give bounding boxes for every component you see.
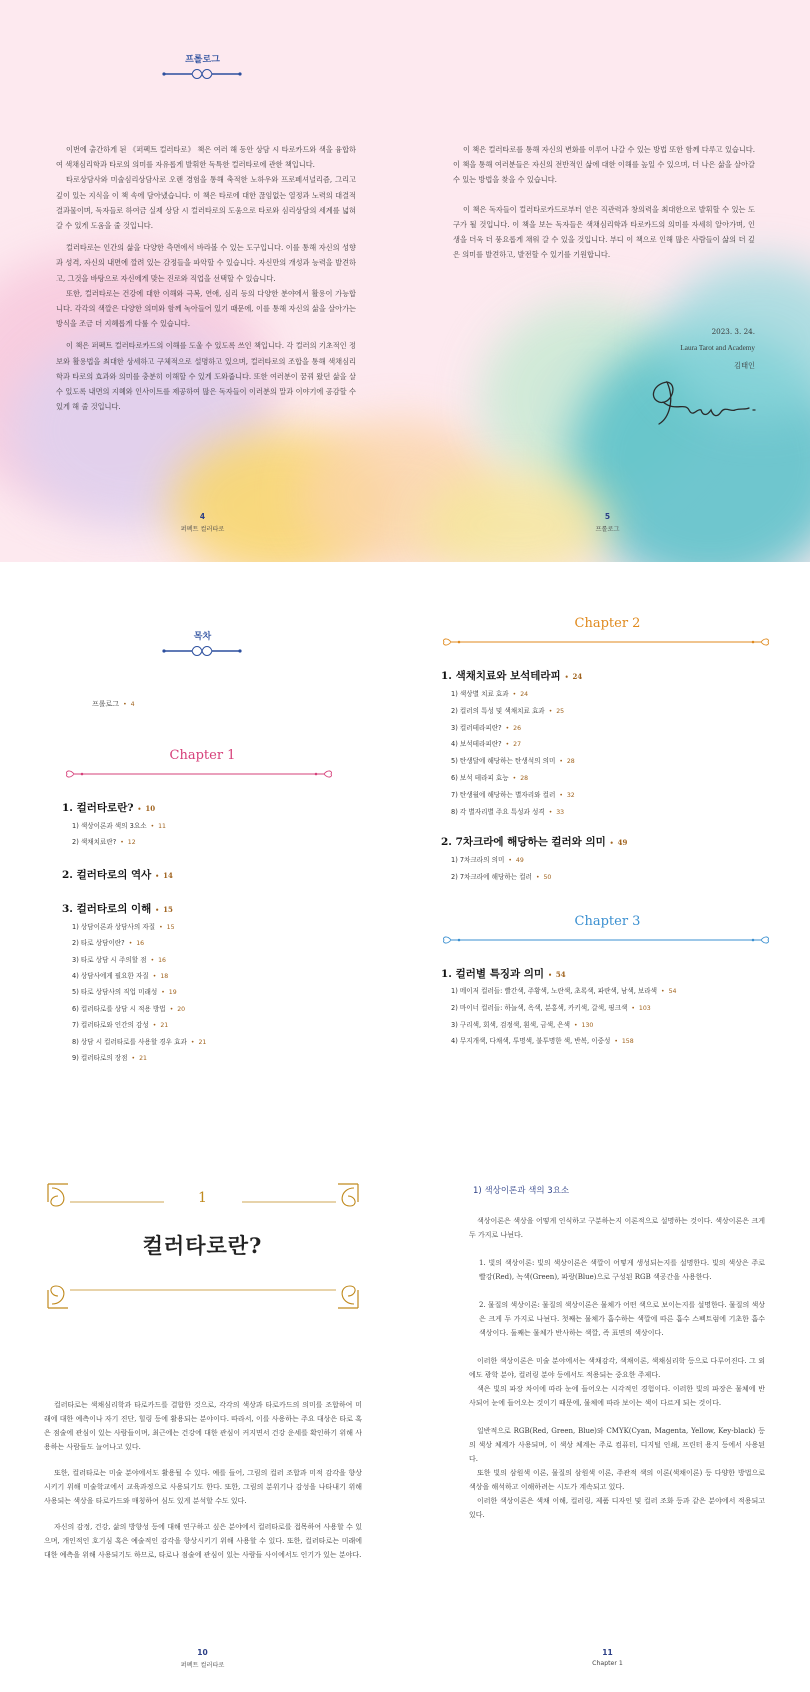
toc-page: 4 <box>130 701 135 708</box>
paragraph: 색은 빛의 파장 차이에 따라 눈에 들어오는 시각적인 경험이다. 이러한 빛의 파장은 물체에 반사되어 눈에 들어오는 것이기 때문에, 물체에 따라 보이는 색이 다르게 되는 것이다. <box>469 1385 765 1407</box>
paragraph: 또한 빛의 삼원색 이론, 물질의 삼원색 이론, 주관적 색의 이론(색채이론) 등 다양한 방법으로 색상을 해석하고 이해하려는 시도가 계속되고 있다. <box>469 1469 765 1491</box>
prologue-signoff <box>555 323 755 374</box>
toc-item-link[interactable] <box>72 820 166 830</box>
toc-page: 19 <box>168 989 177 997</box>
toc-item-label: 9) 컬러타로의 장점 <box>72 1054 128 1062</box>
chapter3-title: Chapter 3 <box>574 914 641 929</box>
toc-item-label: 2) 마이너 컬러들: 하늘색, 옥색, 분홍색, 카키색, 갈색, 핑크색 <box>451 1003 628 1012</box>
toc-page: 21 <box>198 1038 207 1046</box>
page-number: 10 <box>197 1648 208 1657</box>
running-footer: Chapter 1 <box>592 1660 623 1667</box>
section-heading: 1) 색상이론과 색의 3요소 <box>473 1186 570 1196</box>
toc-item-link[interactable] <box>451 705 564 715</box>
toc-item-label: 1) 메이저 컬러들: 빨간색, 주황색, 노란색, 초록색, 파란색, 남색, 보라색 <box>451 987 658 995</box>
toc-dot: • <box>161 989 165 997</box>
author-name: 김태인 <box>734 361 755 370</box>
toc-dot: • <box>169 1005 174 1013</box>
toc-dot: • <box>512 691 517 698</box>
paragraph: 또한, 컬러타로는 건강에 대한 이해와 극복, 연애, 심리 등의 다양한 분야에서 활용이 가능합니다. 각각의 색깔은 다양한 의미와 함께 녹아들어 있기 때문에, 이를 통해 자신의 삶을 살아가는 방식을 조금 더 지혜롭게 다룰 수 있습니다. <box>56 288 356 329</box>
toc-item-label: 1) 상담이론과 상담사의 자질 <box>72 922 156 931</box>
toc-page: 130 <box>581 1021 594 1029</box>
toc-item-label: 2) 타로 상담이란? <box>72 939 125 948</box>
toc-item-link[interactable] <box>451 722 521 732</box>
toc-dot: • <box>548 808 553 816</box>
running-footer: 프롤로그 <box>595 526 620 533</box>
toc-dot: • <box>152 1022 157 1030</box>
toc-section-label: 1. 컬러타로란? <box>62 802 134 814</box>
page-folio <box>405 512 810 533</box>
chapter1-divider <box>64 768 334 780</box>
toc-section-link[interactable] <box>441 966 566 981</box>
toc-dot: • <box>137 806 142 813</box>
toc-page: 50 <box>543 874 552 882</box>
toc-dot: • <box>548 972 552 979</box>
chapter1-title: Chapter 1 <box>169 748 236 763</box>
toc-page: 14 <box>163 870 173 880</box>
toc-page: 24 <box>572 672 583 681</box>
toc-item-label: 5) 탄생달에 해당하는 탄생석의 의미 <box>451 757 556 766</box>
chapter2-divider <box>441 636 771 648</box>
paragraph: 컬러타로는 인간의 삶을 다양한 측면에서 바라볼 수 있는 도구입니다. 이를 통해 자신의 성향과 성격, 자신의 내면에 깔려 있는 감정들을 파악할 수 있습니다. 자신만의 개성과 능력을 발견하고, 그것을 바탕으로 자신에게 맞는 진로와 직업을 선택할 수 있습니다. <box>56 243 356 283</box>
page-number: 11 <box>602 1648 613 1657</box>
toc-item-link[interactable] <box>451 738 521 748</box>
toc-dot: • <box>661 988 665 995</box>
chapter2-title: Chapter 2 <box>574 616 641 631</box>
toc-item-label: 1) 색상별 치료 효과 <box>451 690 509 698</box>
toc-item-label: 4) 무지개색, 다채색, 투명색, 불투명한 색, 반복, 이중성 <box>451 1037 611 1046</box>
toc-item-link[interactable] <box>451 854 524 864</box>
paragraph: 이 책은 컬러타로를 통해 자신의 변화를 이루어 나갈 수 있는 방법 또한 함께 다루고 있습니다. 이 책을 통해 여러분들은 자신의 전반적인 삶에 대한 이해를 높일 수 있으며, 더 나은 삶을 살아갈 수 있는 방법을 찾을 수 있습니다. <box>453 145 755 185</box>
toc-page: 28 <box>566 758 575 766</box>
toc-dot: • <box>609 840 614 848</box>
toc-item-label: 2) 7차크라에 해당하는 컬러 <box>451 873 532 882</box>
toc-item-link[interactable] <box>72 970 168 980</box>
page-number: 4 <box>199 512 206 521</box>
chapter3-divider <box>441 934 771 946</box>
toc-item-link[interactable] <box>72 986 177 996</box>
toc-item-link[interactable] <box>451 806 564 816</box>
toc-page: 25 <box>556 707 565 715</box>
toc-dot: • <box>155 906 160 914</box>
paragraph: 이 책은 퍼펙트 컬러타로카드의 이해를 도울 수 있도록 쓰인 책입니다. 각 컬러의 기초적인 정보와 활용법을 최대한 상세하고 구체적으로 설명하고 있으며, 컬러타로의 조합을 통해 색채심리학과 타로의 효과와 의미를 충분히 이해할 수 있게 도와줍니다. 또한 여러분이 꿈꿔 왔던 삶을 살 수 있도록 내면의 지혜와 인사이트를 제공하여 많은 독자들이 이러분의 말과 이야기에 공감할 수 있게 해 줄 것입니다. <box>56 341 356 412</box>
page-number: 5 <box>604 512 611 521</box>
chapter-number: 1 <box>198 1190 207 1206</box>
toc-section-link[interactable] <box>62 800 155 815</box>
toc-page: 27 <box>513 741 522 749</box>
toc-dot: • <box>190 1038 195 1046</box>
toc-item-label: 6) 컬러타로를 상담 시 적용 방법 <box>72 1004 166 1013</box>
toc-dot: • <box>512 775 517 782</box>
toc-page: 20 <box>177 1005 186 1013</box>
toc-item-link[interactable] <box>72 954 166 964</box>
toc-dot: • <box>155 872 160 880</box>
toc-page: 158 <box>621 1038 634 1046</box>
toc-dot: • <box>131 1055 136 1062</box>
paragraph: 이 책은 독자들이 컬러타로카드로부터 얻은 직관력과 창의력을 최대한으로 발휘할 수 있는 도구가 될 것입니다. 이 책을 보는 독자들은 색채심리학과 타로카드의 의미를 자세히 알아가며, 인생을 더욱 더 풍요롭게 채워 갈 수 있을 것입니다. 부디 이 책으로 인해 많은 사람들이 삶의 더 깊은 의미를 발견하고, 발전할 수 있기를 기원합니다. <box>453 204 755 260</box>
toc-item-label: 7) 컬러타로와 인간의 감성 <box>72 1021 149 1030</box>
toc-left-page <box>0 562 405 1102</box>
toc-section-label: 2. 7차크라에 해당하는 컬러와 의미 <box>441 836 606 849</box>
toc-dot: • <box>120 839 124 847</box>
toc-item-label: 1) 색상이론과 색의 3요소 <box>72 822 147 830</box>
toc-item-label: 3) 구리색, 회색, 검정색, 흰색, 금색, 은색 <box>451 1020 570 1029</box>
toc-page: 103 <box>638 1004 651 1012</box>
toc-dot: • <box>159 923 163 931</box>
toc-section-link[interactable] <box>441 834 627 849</box>
toc-item-label: 1) 7차크라의 의미 <box>451 856 505 865</box>
toc-section-link[interactable] <box>62 901 173 916</box>
toc-item-label: 2) 색채치료란? <box>72 838 117 847</box>
toc-item-label: 8) 각 별자리별 주요 특성과 성격 <box>451 807 545 816</box>
toc-page: 15 <box>163 904 173 914</box>
toc-page: 21 <box>160 1022 169 1030</box>
paragraph: 컬러타로는 색채심리학과 타로카드를 결합한 것으로, 각각의 색상과 타로카드의 의미를 조합하여 미래에 대한 예측이나 자기 진단, 힐링 등에 활용되는 분야이다. 따라서, 이를 사용하는 주요 대상은 타로 혹은 점술에 관심이 있는 사람들이며, 최근에는 건강에 대한 관심이 커지면서 건강 운세를 확인하기 위해 사용하는 사람들도 늘어나고 있다. <box>44 1401 362 1451</box>
ornament-frame-bottom <box>46 1270 360 1310</box>
toc-item-link[interactable] <box>72 836 136 846</box>
toc-dot: • <box>150 823 155 830</box>
page-folio <box>405 1648 810 1667</box>
toc-dot: • <box>128 940 133 948</box>
toc-title: 목차 <box>193 632 212 642</box>
paragraph: 자신의 감정, 건강, 삶의 방향성 등에 대해 연구하고 싶은 분야에서 컬러타로를 접목하여 사용할 수 있으며, 개인적인 호기심 혹은 예술적인 감각을 향상시키기 위해 사용할 수 있다. 또한, 컬러타로는 미래에 대한 예측을 위해 사용되기도 하므로, 타로나 점술에 관심이 있는 사람들 사이에서도 인기가 있는 분야다. <box>44 1523 362 1559</box>
toc-dot: • <box>150 956 155 964</box>
toc-dot: • <box>559 791 563 799</box>
toc-page: 33 <box>556 808 565 816</box>
toc-item-link[interactable] <box>451 1019 593 1029</box>
toc-dot: • <box>152 973 157 980</box>
toc-dot: • <box>548 707 553 715</box>
prologue-right-page <box>405 0 810 562</box>
toc-page: 24 <box>520 691 529 698</box>
prologue-right-text <box>453 142 755 262</box>
toc-item-label: 3) 컬러테라피란? <box>451 723 502 732</box>
toc-page: 16 <box>136 940 145 948</box>
toc-prologue-link[interactable]: 프롤로그 • 4 <box>92 700 135 708</box>
numbered-item: 1. 빛의 색상이론: 빛의 색상이론은 색깔이 어떻게 생성되는지를 설명한다. 빛의 색상은 주로 빨강(Red), 녹색(Green), 파랑(Blue)으로 구성된 RGB 색공간을 사용한다. <box>479 1259 765 1281</box>
toc-page: 12 <box>127 839 136 847</box>
toc-dot: • <box>508 857 512 865</box>
section-body-text <box>469 1214 765 1522</box>
paragraph: 색상이론은 색상을 어떻게 인식하고 구분하는지 이론적으로 설명하는 것이다. 색상이론은 크게 두 가지로 나뉜다. <box>469 1217 765 1239</box>
toc-page: 54 <box>555 970 566 979</box>
toc-dot: • <box>631 1004 635 1012</box>
toc-item-link[interactable] <box>72 1019 168 1029</box>
toc-right-page <box>405 562 810 1102</box>
toc-section-label: 1. 색채치료와 보석테라피 <box>441 670 561 682</box>
paragraph: 이러한 색상이론은 색채 이해, 컬러링, 제품 디자인 및 컬러 조화 등과 같은 분야에서 적용되고 있다. <box>469 1497 765 1519</box>
toc-page: 21 <box>139 1055 147 1062</box>
chapter1-spread <box>0 1102 810 1692</box>
toc-page: 18 <box>160 973 169 980</box>
paragraph: 이러한 색상이론은 미술 분야에서는 색채감각, 색채이론, 색채심리학 등으로 다루어진다. 그 외에도 광학 분야, 컬러링 분야 등에서도 적용되는 중요한 주제다. <box>469 1357 765 1379</box>
toc-item-label: 8) 상담 시 컬러타로를 사용할 경우 효과 <box>72 1037 187 1046</box>
toc-page: 49 <box>617 838 628 848</box>
section-page <box>405 1102 810 1692</box>
running-footer: 퍼펙트 컬러타로 <box>180 526 225 533</box>
toc-section-link[interactable] <box>441 668 582 683</box>
toc-item-link[interactable] <box>451 755 575 765</box>
paragraph: 타로상담사와 미술심리상담사로 오랜 경험을 통해 축적한 노하우와 프로페셔널리즘, 그리고 깊이 있는 지식을 이 책 속에 담아냈습니다. 이 책은 타로에 대한 끊임없는 열정과 노력의 대결적 결과물이며, 독자들로 하여금 실제 상담 시 컬러타로의 도움으로 타로와 심리상담의 세계를 넓혀 갈 수 있게 도움을 줄 것입니다. <box>56 175 356 231</box>
toc-section-label: 3. 컬러타로의 이해 <box>62 902 152 915</box>
toc-dot: • <box>505 741 510 749</box>
signature-image <box>645 372 765 432</box>
date: 2023. 3. 24. <box>711 327 755 336</box>
toc-item-link[interactable] <box>72 937 144 947</box>
toc-page: 28 <box>520 775 529 782</box>
toc-section-label: 1. 컬러별 특징과 의미 <box>441 968 545 980</box>
chapter-title: 컬러타로란? <box>142 1233 263 1258</box>
toc-dot: • <box>614 1038 618 1046</box>
prologue-left-page <box>0 0 405 562</box>
toc-section-link[interactable] <box>62 867 173 882</box>
toc-item-link[interactable] <box>72 1003 185 1013</box>
toc-item-label: 2) 컬러의 특성 및 색채치료 효과 <box>451 706 545 715</box>
toc-section-label: 2. 컬러타로의 역사 <box>62 868 152 881</box>
toc-item-link[interactable] <box>451 789 575 799</box>
prologue-left-text <box>56 142 356 414</box>
page-folio <box>0 512 405 533</box>
running-footer: 퍼펙트 컬러타로 <box>180 1662 225 1669</box>
toc-item-link[interactable] <box>451 871 551 881</box>
paragraph: 또한, 컬러타로는 미술 분야에서도 활용될 수 있다. 예를 들어, 그림의 컬러 조합과 미적 감각을 향상시키기 위해 미술학교에서 교육과정으로 사용되기도 한다. 또한, 그림의 분위기나 감성을 나타내기 위해 사용되는 색상을 타로카드와 매칭하여 심도 있게 분석할 수도 있다. <box>44 1469 362 1505</box>
toc-item-label: 4) 보석테라피란? <box>451 740 502 749</box>
toc-page: 10 <box>145 804 156 813</box>
toc-dot: • <box>574 1021 578 1029</box>
page-folio <box>0 1648 405 1669</box>
ornament-divider <box>162 644 242 658</box>
toc-page: 32 <box>566 791 575 799</box>
toc-label: 프롤로그 <box>92 700 120 708</box>
toc-item-link[interactable] <box>72 921 175 931</box>
toc-page: 49 <box>515 857 524 865</box>
chapter-body-text <box>44 1398 362 1562</box>
toc-page: 16 <box>158 956 166 964</box>
toc-item-label: 5) 타로 상담사의 직업 미래성 <box>72 988 158 997</box>
toc-item-link[interactable] <box>451 985 676 995</box>
toc-dot: • <box>535 874 540 882</box>
toc-dot: • <box>559 758 563 766</box>
toc-item-link[interactable] <box>451 1002 651 1012</box>
organization: Laura Tarot and Academy <box>680 344 755 352</box>
paragraph: 일반적으로 RGB(Red, Green, Blue)와 CMYK(Cyan, Magenta, Yellow, Key-black) 등의 색상 체계가 사용되며, 이 색상 체계는 주로 컴퓨터, 디지털 인쇄, 프린터 용지 등에서 사용된다. <box>469 1427 765 1463</box>
toc-item-label: 3) 타로 상담 시 주의할 점 <box>72 955 147 964</box>
toc-item-link[interactable] <box>451 1035 634 1045</box>
toc-item-link[interactable] <box>72 1036 206 1046</box>
toc-item-link[interactable] <box>451 688 528 698</box>
toc-item-link[interactable] <box>451 772 528 782</box>
chapter-opener-page <box>0 1102 405 1692</box>
toc-dot: • <box>505 724 510 732</box>
toc-spread <box>0 562 810 1102</box>
toc-page: 15 <box>166 923 175 931</box>
ornament-divider <box>162 67 242 81</box>
toc-item-label: 4) 상담사에게 필요한 자질 <box>72 972 149 980</box>
prologue-spread <box>0 0 810 562</box>
toc-item-link[interactable] <box>72 1052 147 1062</box>
toc-dot: • <box>564 674 569 681</box>
paragraph: 이번에 출간하게 된 《퍼펙트 컬러타로》 책은 여러 해 동안 상담 시 타로카드와 색을 융합하여 색채심리학과 타로의 의미를 자유롭게 발휘한 독특한 컬러타로에 관한 책입니다. <box>56 145 356 170</box>
toc-item-label: 6) 보석 테라피 효능 <box>451 774 509 782</box>
prologue-title: 프롤로그 <box>185 55 220 65</box>
toc-item-label: 7) 탄생월에 해당하는 별자리와 컬러 <box>451 790 556 799</box>
toc-page: 11 <box>158 823 166 830</box>
numbered-item: 2. 물질의 색상이론: 물질의 색상이론은 물체가 어떤 색으로 보이는지를 설명한다. 물질의 색상은 크게 두 가지로 나뉜다. 첫째는 물체가 흡수하는 색깔에 따른 흡수 스펙트럼에 기초한 흡수 색상이다. 둘째는 물체가 반사하는 색깔, 즉 표면의 색상이다. <box>479 1301 765 1337</box>
toc-page: 54 <box>668 988 677 995</box>
toc-page: 26 <box>513 724 522 732</box>
